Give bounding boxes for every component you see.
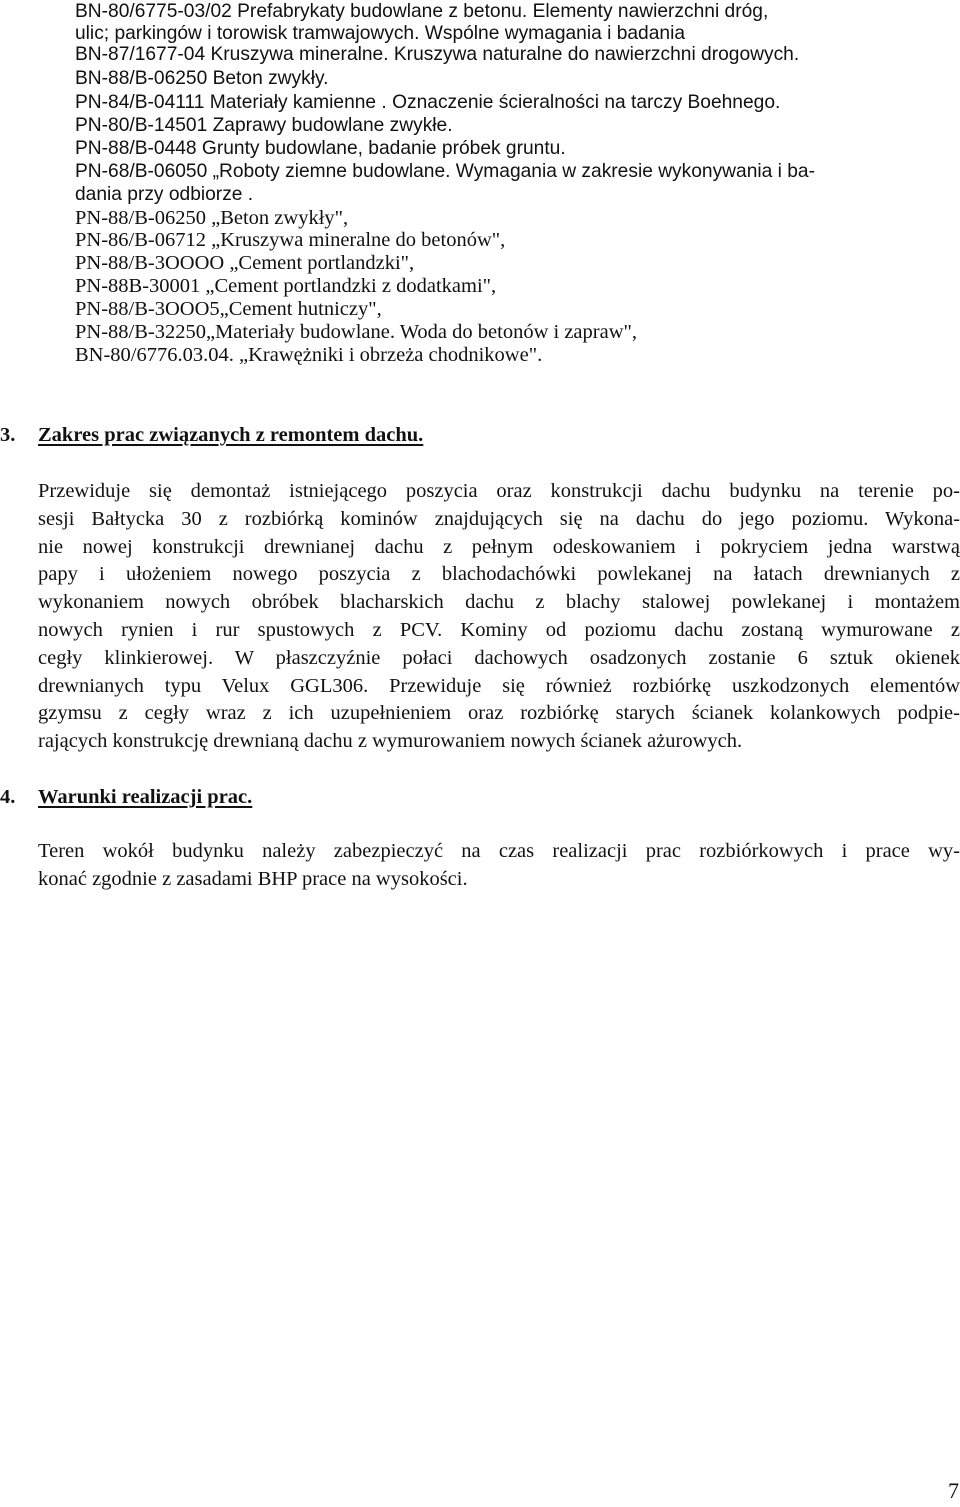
paragraph-line: konać zgodnie z zasadami BHP prace na wysokości. xyxy=(38,867,468,890)
paragraph-line: Przewiduje się demontaż istniejącego poszycia oraz konstrukcji dachu budynku na terenie po- xyxy=(38,480,960,502)
paragraph-line: sesji Bałtycka 30 z rozbiórką kominów znajdujących się na dachu do jego poziomu. Wykona- xyxy=(38,507,960,530)
standard-line: PN-84/B-04111 Materiały kamienne . Oznaczenie ścieralności na tarczy Boehnego. xyxy=(75,92,781,113)
standard-line: PN-80/B-14501 Zaprawy budowlane zwykłe. xyxy=(75,115,453,136)
paragraph-line: wykonaniem nowych obróbek blacharskich dachu z blachy stalowej powlekanej i montażem xyxy=(38,591,960,614)
paragraph-line: gzymsu z cegły wraz z ich uzupełnieniem oraz rozbiórkę starych ścianek kolankowych podpie- xyxy=(38,702,960,725)
standard-line: BN-80/6776.03.04. „Krawężniki i obrzeża chodnikowe". xyxy=(75,344,543,366)
standard-line: PN-88/B-3OOO5„Cement hutniczy", xyxy=(75,298,382,320)
page-number: 7 xyxy=(948,1478,959,1503)
section-number: 3. xyxy=(0,424,16,446)
paragraph-line: nie nowej konstrukcji drewnianej dachu z pełnym odeskowaniem i pokryciem jedna warstwą xyxy=(38,535,960,558)
section-number: 4. xyxy=(0,786,16,808)
paragraph-line: nowych rynien i rur spustowych z PCV. Kominy od poziomu dachu zostaną wymurowane z xyxy=(38,618,960,641)
section-paragraph xyxy=(38,838,960,894)
standard-line: PN-88/B-3OOOO „Cement portlandzki", xyxy=(75,252,415,274)
standard-line: PN-86/B-06712 „Kruszywa mineralne do betonów", xyxy=(75,229,506,251)
standard-line: BN-80/6775-03/02 Prefabrykaty budowlane z betonu. Elementy nawierzchni dróg, xyxy=(75,1,769,22)
section-title: Warunki realizacji prac. xyxy=(38,786,253,808)
section-paragraph xyxy=(38,478,960,756)
paragraph-line: drewnianych typu Velux GGL306. Przewiduje się również rozbiórkę uszkodzonych elementów xyxy=(38,674,960,697)
standard-line: BN-87/1677-04 Kruszywa mineralne. Kruszywa naturalne do nawierzchni drogowych. xyxy=(75,44,800,65)
paragraph-line: rających konstrukcję drewnianą dachu z wymurowaniem nowych ścianek ażurowych. xyxy=(38,730,743,753)
paragraph-line: cegły klinkierowej. W płaszczyźnie połaci dachowych osadzonych zostanie 6 sztuk okienek xyxy=(38,646,960,669)
section-title: Zakres prac związanych z remontem dachu. xyxy=(38,424,424,446)
paragraph-line: papy i ułożeniem nowego poszycia z blachodachówki powlekanej na łatach drewnianych z xyxy=(38,563,960,586)
standard-line: PN-88/B-0448 Grunty budowlane, badanie próbek gruntu. xyxy=(75,138,566,159)
standard-line: ulic; parkingów i torowisk tramwajowych. Wspólne wymagania i badania xyxy=(75,23,685,44)
standard-line: PN-68/B-06050 „Roboty ziemne budowlane. Wymagania w zakresie wykonywania i ba- xyxy=(75,161,815,182)
standard-line: PN-88B-30001 „Cement portlandzki z dodatkami", xyxy=(75,275,497,297)
standard-line: PN-88/B-32250„Materiały budowlane. Woda do betonów i zapraw", xyxy=(75,321,637,343)
paragraph-line: Teren wokół budynku należy zabezpieczyć na czas realizacji prac rozbiórkowych i prace wy- xyxy=(38,840,960,862)
standard-line: BN-88/B-06250 Beton zwykły. xyxy=(75,68,329,89)
standard-line: dania przy odbiorze . xyxy=(75,184,254,205)
standard-line: PN-88/B-06250 „Beton zwykły", xyxy=(75,207,349,229)
